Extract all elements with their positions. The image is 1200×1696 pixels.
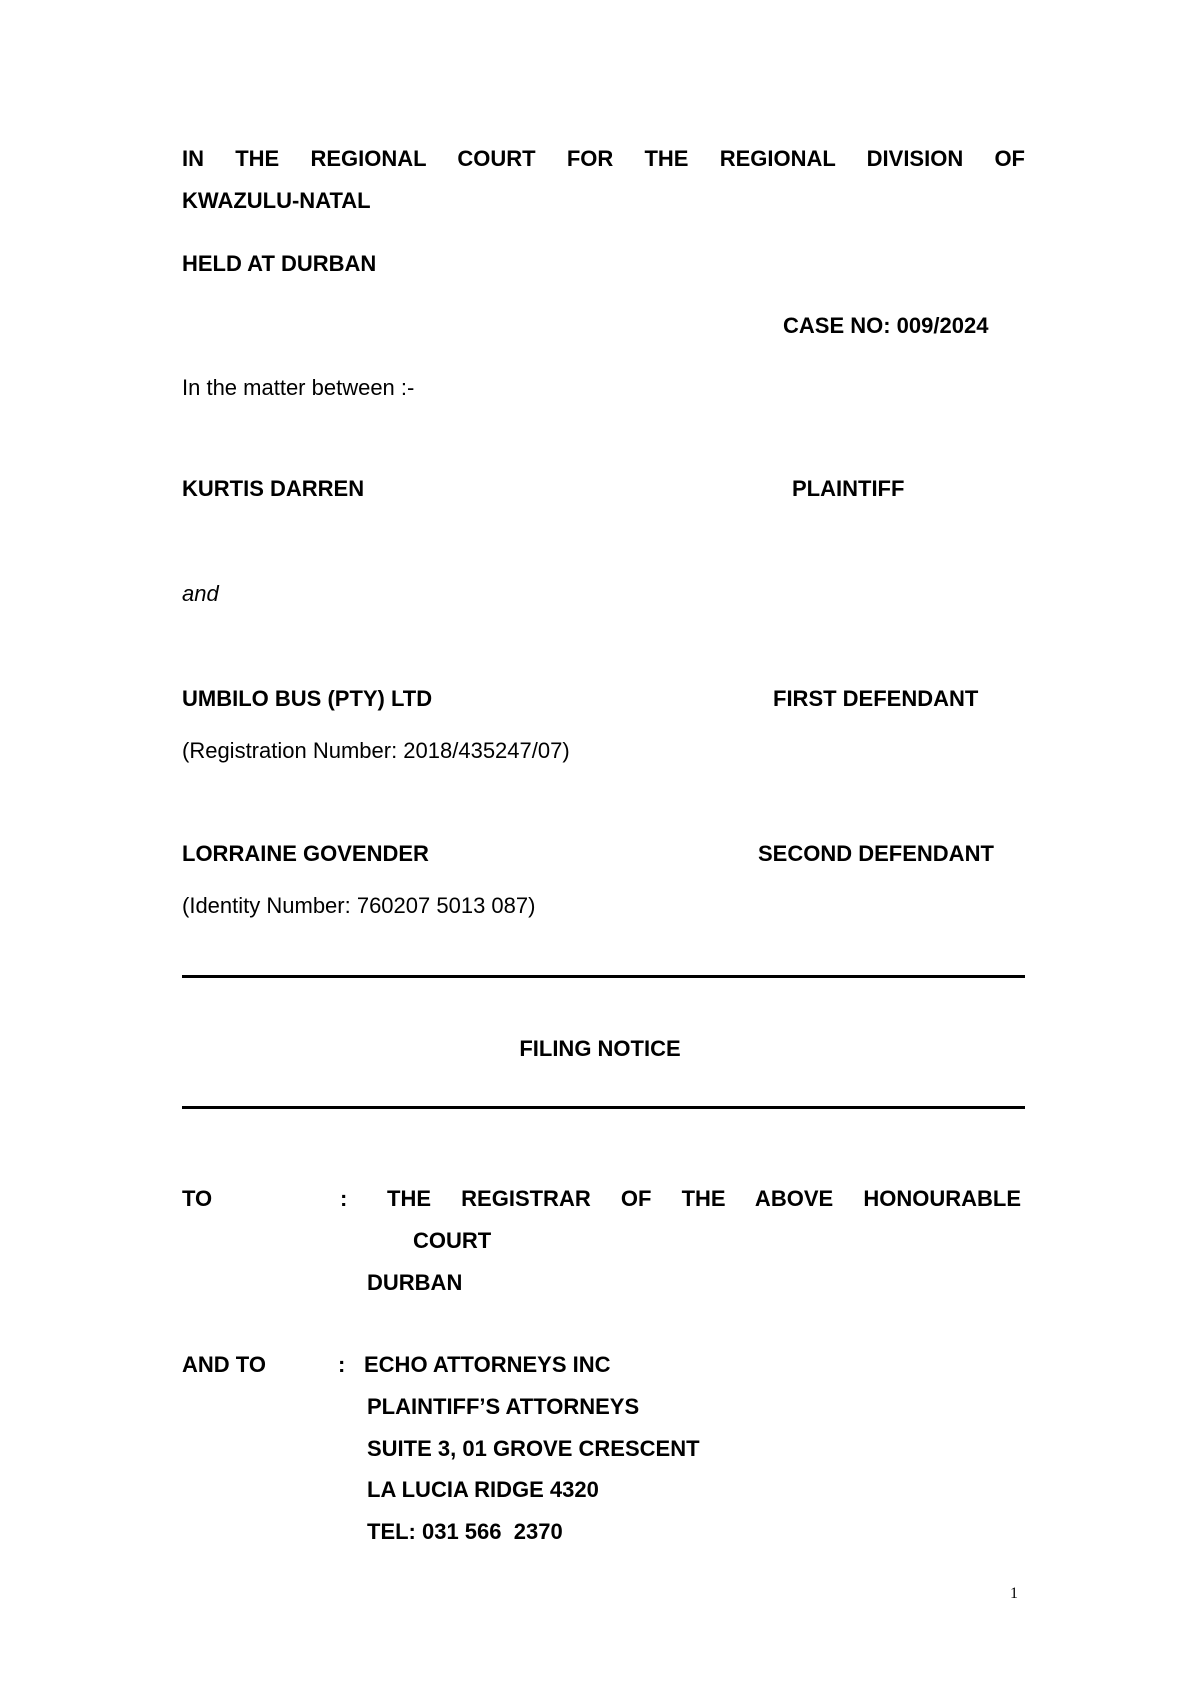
and-to-line4: LA LUCIA RIDGE 4320 <box>367 1477 599 1502</box>
court-heading-line2: KWAZULU-NATAL <box>182 188 371 213</box>
court-heading-line1: IN THE REGIONAL COURT FOR THE REGIONAL DIVISION OF <box>182 146 1025 171</box>
plaintiff-name: KURTIS DARREN <box>182 476 365 501</box>
matter-intro: In the matter between :- <box>182 375 415 400</box>
and-to-colon: : <box>338 1352 346 1377</box>
held-at: HELD AT DURBAN <box>182 251 377 276</box>
case-number: CASE NO: 009/2024 <box>783 313 989 338</box>
and-to-line3: SUITE 3, 01 GROVE CRESCENT <box>367 1436 700 1461</box>
second-defendant-identity: (Identity Number: 760207 5013 087) <box>182 893 536 918</box>
first-defendant-role: FIRST DEFENDANT <box>773 686 979 711</box>
to-line1: THE REGISTRAR OF THE ABOVE HONOURABLE <box>387 1186 1021 1211</box>
second-defendant-role: SECOND DEFENDANT <box>758 841 994 866</box>
to-label: TO <box>182 1186 213 1211</box>
to-line2: COURT <box>413 1228 492 1253</box>
second-defendant-name: LORRAINE GOVENDER <box>182 841 429 866</box>
top-divider-rule <box>182 975 1025 978</box>
conjunction-and: and <box>182 581 219 606</box>
notice-title: FILING NOTICE <box>519 1036 681 1061</box>
plaintiff-role: PLAINTIFF <box>792 476 905 501</box>
to-colon: : <box>340 1186 348 1211</box>
to-line3: DURBAN <box>367 1270 463 1295</box>
and-to-line2: PLAINTIFF’S ATTORNEYS <box>367 1394 640 1419</box>
first-defendant-registration: (Registration Number: 2018/435247/07) <box>182 738 570 763</box>
and-to-line5: TEL: 031 566 2370 <box>367 1519 563 1544</box>
and-to-line1: ECHO ATTORNEYS INC <box>364 1352 611 1377</box>
page-number: 1 <box>1010 1585 1018 1602</box>
first-defendant-name: UMBILO BUS (PTY) LTD <box>182 686 433 711</box>
bottom-divider-rule <box>182 1106 1025 1109</box>
and-to-label: AND TO <box>182 1352 266 1377</box>
